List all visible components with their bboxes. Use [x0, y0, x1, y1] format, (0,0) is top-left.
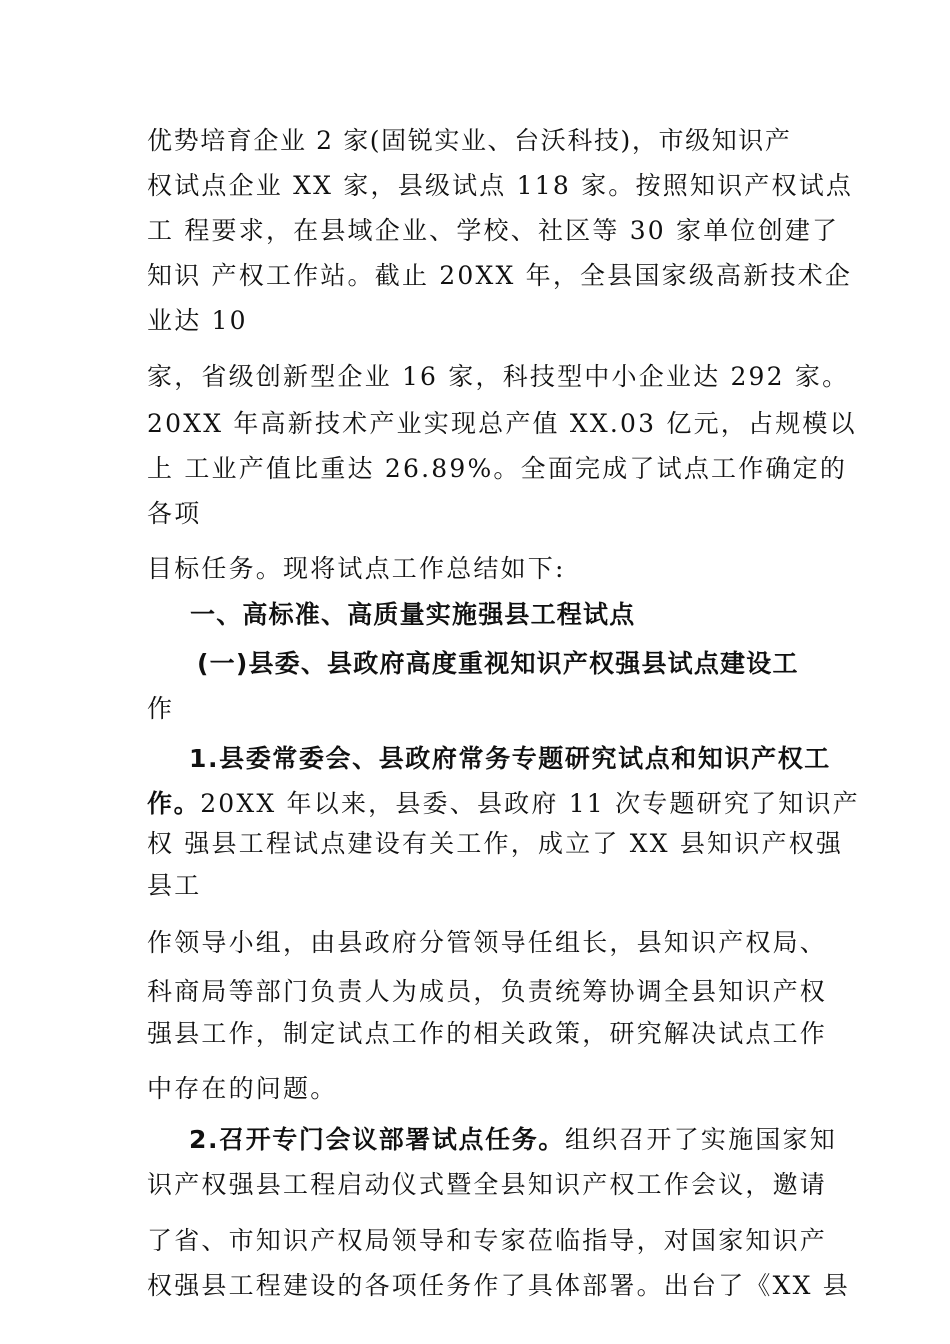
text-line: 县工: [147, 871, 202, 900]
section-heading: 一、高标准、高质量实施强县工程试点: [190, 600, 636, 629]
text-line: 家，省级创新型企业 16 家，科技型中小企业达 292 家。: [147, 362, 850, 391]
text-line: 20XX 年高新技术产业实现总产值 XX.03 亿元，占规模以: [147, 409, 857, 438]
text-line: 强县工作，制定试点工作的相关政策，研究解决试点工作: [147, 1019, 828, 1048]
text-line: 了省、市知识产权局领导和专家莅临指导，对国家知识产: [147, 1226, 828, 1255]
text-line: 目标任务。现将试点工作总结如下:: [147, 554, 566, 583]
text-line: [189, 1125, 837, 1155]
text-line: 科商局等部门负责人为成员，负责统筹协调全县知识产权: [147, 977, 828, 1006]
text-line: 业达 10: [147, 306, 248, 335]
text-line: 作: [147, 694, 175, 723]
text-line: 作领导小组，由县政府分管领导任组长，县知识产权局、: [147, 928, 828, 957]
text-line: 各项: [147, 499, 202, 528]
text-line: 权强县工程建设的各项任务作了具体部署。出台了《XX 县: [147, 1271, 850, 1300]
text-line: [147, 789, 860, 819]
subsection-heading-line: (一)县委、县政府高度重视知识产权强县试点建设工: [197, 649, 799, 678]
text-line: 权 强县工程试点建设有关工作，成立了 XX 县知识产权强: [147, 829, 844, 858]
text-line: 识产权强县工程启动仪式暨全县知识产权工作会议，邀请: [147, 1170, 828, 1199]
text-span: 组织召开了实施国家知: [564, 1125, 837, 1154]
text-span: 20XX 年以来，县委、县政府 11 次专题研究了知识产: [200, 789, 860, 818]
text-line: 知识 产权工作站。截止 20XX 年，全县国家级高新技术企: [147, 261, 853, 290]
item-heading-tail: 作。: [147, 789, 201, 818]
text-line: 优势培育企业 2 家(固锐实业、台沃科技)，市级知识产: [147, 126, 792, 155]
item-heading: 2.召开专门会议部署试点任务。: [189, 1125, 565, 1154]
text-line: 权试点企业 XX 家，县级试点 118 家。按照知识产权试点: [147, 171, 854, 200]
text-line: 工 程要求，在县域企业、学校、社区等 30 家单位创建了: [147, 216, 840, 245]
item-heading: 1.县委常委会、县政府常务专题研究试点和知识产权工: [189, 744, 831, 773]
text-line: 中存在的问题。: [147, 1074, 338, 1103]
text-line: 上 工业产值比重达 26.89%。全面完成了试点工作确定的: [147, 454, 848, 483]
